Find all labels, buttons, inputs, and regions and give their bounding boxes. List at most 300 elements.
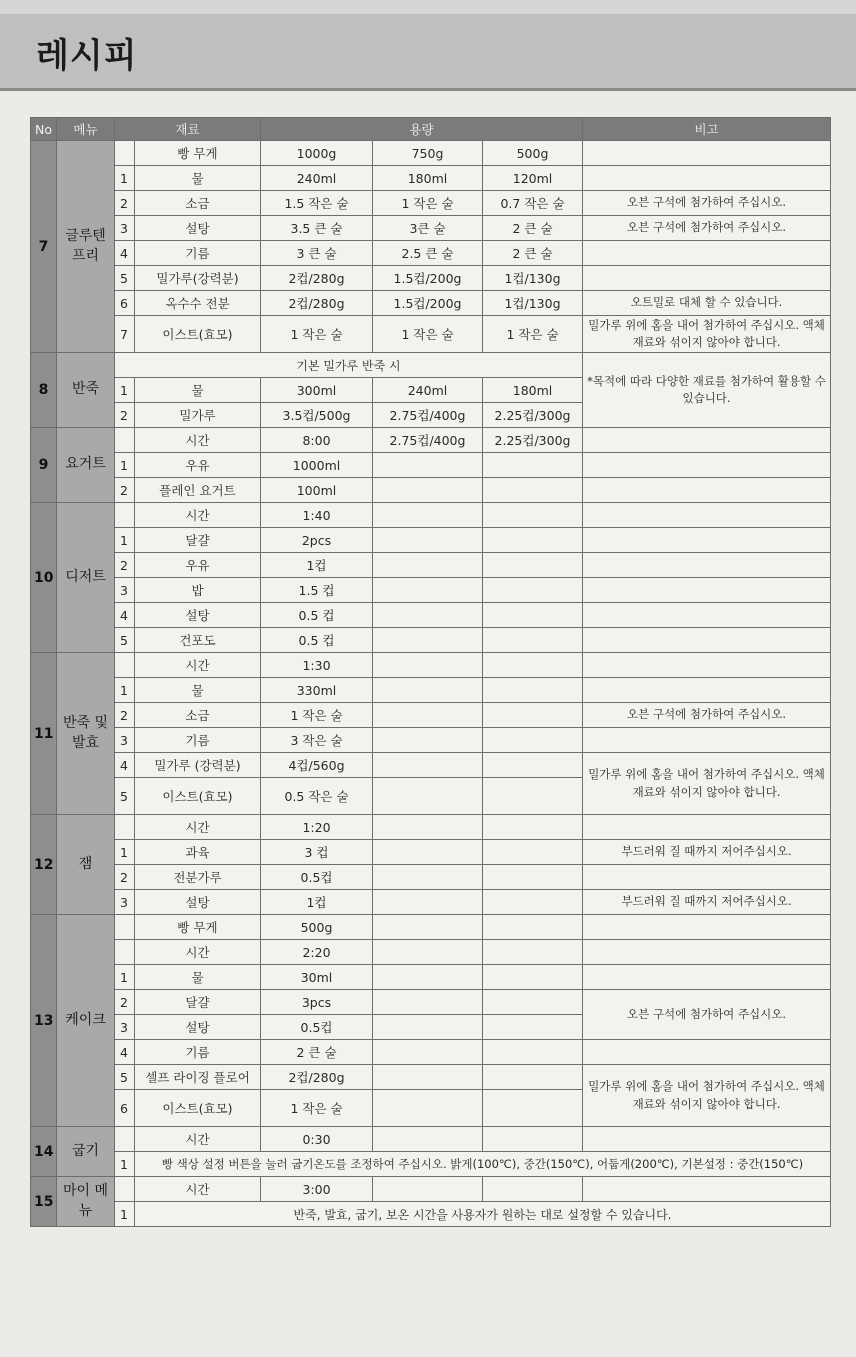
table-row [31,1065,831,1090]
table-row [31,603,831,628]
ingredient-name: 옥수수 전분 [135,291,261,316]
amount-2 [373,753,483,778]
amount-1: 0:30 [261,1127,373,1152]
header-note: 비고 [583,118,831,141]
table-row [31,191,831,216]
amount-2 [373,890,483,915]
menu-name: 디저트 [57,503,115,653]
row-index: 7 [115,316,135,353]
menu-name: 반죽 [57,353,115,428]
amount-2 [373,1015,483,1040]
amount-3 [483,778,583,815]
amount-3 [483,1090,583,1127]
amount-3 [483,728,583,753]
amount-1: 100ml [261,478,373,503]
menu-no: 9 [31,428,57,503]
row-index [115,1127,135,1152]
note [583,865,831,890]
note [583,478,831,503]
amount-1: 1000ml [261,453,373,478]
menu-no: 7 [31,141,57,353]
ingredient-name: 달걀 [135,990,261,1015]
table-row [31,890,831,915]
amount-2: 2.75컵/400g [373,428,483,453]
note: 오븐 구석에 첨가하여 주십시오. [583,216,831,241]
amount-3: 2.25컵/300g [483,403,583,428]
amount-1: 3pcs [261,990,373,1015]
amount-2: 1 작은 술 [373,316,483,353]
note [583,1177,831,1202]
amount-1: 2컵/280g [261,266,373,291]
row-index: 2 [115,865,135,890]
ingredient-name: 물 [135,166,261,191]
amount-1: 1 작은 술 [261,703,373,728]
menu-no: 8 [31,353,57,428]
ingredient-name: 밥 [135,578,261,603]
row-index: 4 [115,1040,135,1065]
note: 밀가루 위에 홈을 내어 첨가하여 주십시오. 액체 재료와 섞이지 않아야 합니다. [583,1065,831,1127]
note [583,503,831,528]
amount-3 [483,1127,583,1152]
amount-2 [373,553,483,578]
amount-3 [483,915,583,940]
amount-2 [373,453,483,478]
amount-1: 1 작은 술 [261,1090,373,1127]
row-index [115,1177,135,1202]
header-ingredient: 재료 [115,118,261,141]
row-index: 2 [115,478,135,503]
row-index: 1 [115,166,135,191]
row-index [115,940,135,965]
note: 밀가루 위에 홈을 내어 첨가하여 주십시오. 액체 재료와 섞이지 않아야 합니다. [583,753,831,815]
amount-1: 0.5 작은 술 [261,778,373,815]
section-subheader: 기본 밀가루 반죽 시 [115,353,583,378]
row-index [115,653,135,678]
note [583,166,831,191]
ingredient-name: 밀가루 (강력분) [135,753,261,778]
amount-2 [373,578,483,603]
menu-name: 마이 메뉴 [57,1177,115,1227]
amount-2 [373,678,483,703]
ingredient-name: 달걀 [135,528,261,553]
ingredient-name: 밀가루(강력분) [135,266,261,291]
menu-name: 요거트 [57,428,115,503]
amount-3: 2 큰 술 [483,216,583,241]
amount-1: 2컵/280g [261,291,373,316]
amount-2 [373,1065,483,1090]
row-index: 5 [115,1065,135,1090]
row-index: 1 [115,840,135,865]
row-index: 1 [115,453,135,478]
amount-3: 1컵/130g [483,291,583,316]
amount-1: 0.5 컵 [261,628,373,653]
table-row [31,1202,831,1227]
note [583,1040,831,1065]
row-index: 1 [115,965,135,990]
amount-1: 30ml [261,965,373,990]
note: 부드러워 질 때까지 저어주십시오. [583,840,831,865]
row-index: 2 [115,990,135,1015]
amount-1: 3:00 [261,1177,373,1202]
note [583,728,831,753]
note [583,428,831,453]
row-index: 5 [115,628,135,653]
ingredient-name: 물 [135,678,261,703]
amount-1: 3 컵 [261,840,373,865]
amount-3: 1 작은 술 [483,316,583,353]
amount-2 [373,1177,483,1202]
note: *목적에 따라 다양한 재료를 첨가하여 활용할 수 있습니다. [583,353,831,428]
note [583,241,831,266]
table-row [31,316,831,353]
note [583,815,831,840]
ingredient-name: 시간 [135,940,261,965]
amount-1: 4컵/560g [261,753,373,778]
amount-2 [373,628,483,653]
row-index: 6 [115,291,135,316]
row-index: 1 [115,378,135,403]
note [583,653,831,678]
amount-1: 1컵 [261,890,373,915]
note [583,1127,831,1152]
amount-3 [483,653,583,678]
table-row [31,291,831,316]
amount-1: 3 큰 술 [261,241,373,266]
amount-3: 500g [483,141,583,166]
table-row [31,453,831,478]
table-row [31,578,831,603]
table-row [31,428,831,453]
header-strip [0,0,856,14]
menu-no: 15 [31,1177,57,1227]
amount-3 [483,990,583,1015]
amount-2: 750g [373,141,483,166]
amount-1: 3.5컵/500g [261,403,373,428]
ingredient-name: 시간 [135,1177,261,1202]
table-row [31,628,831,653]
row-index [115,815,135,840]
amount-3 [483,578,583,603]
amount-3: 2 큰 술 [483,241,583,266]
table-row [31,353,831,378]
table-row [31,1127,831,1152]
amount-1: 1000g [261,141,373,166]
note [583,940,831,965]
amount-3 [483,453,583,478]
amount-1: 330ml [261,678,373,703]
amount-3 [483,940,583,965]
table-row [31,528,831,553]
note: 오븐 구석에 첨가하여 주십시오. [583,191,831,216]
amount-3 [483,1040,583,1065]
amount-2 [373,603,483,628]
amount-2 [373,728,483,753]
table-row [31,915,831,940]
amount-3 [483,965,583,990]
header-no: No [31,118,57,141]
ingredient-name: 기름 [135,241,261,266]
amount-3 [483,528,583,553]
header-amount: 용량 [261,118,583,141]
table-row [31,728,831,753]
amount-1: 1:30 [261,653,373,678]
note: 부드러워 질 때까지 저어주십시오. [583,890,831,915]
amount-1: 2컵/280g [261,1065,373,1090]
row-index: 4 [115,603,135,628]
note [583,141,831,166]
amount-3 [483,553,583,578]
menu-name: 반죽 및 발효 [57,653,115,815]
ingredient-name: 밀가루 [135,403,261,428]
menu-name: 글루텐 프리 [57,141,115,353]
amount-1: 0.5컵 [261,865,373,890]
amount-1: 0.5 컵 [261,603,373,628]
note: 오븐 구석에 첨가하여 주십시오. [583,990,831,1040]
row-index [115,141,135,166]
note [583,453,831,478]
amount-1: 1:40 [261,503,373,528]
ingredient-name: 이스트(효모) [135,316,261,353]
row-index: 2 [115,703,135,728]
menu-name: 굽기 [57,1127,115,1177]
note [583,915,831,940]
ingredient-name: 시간 [135,1127,261,1152]
ingredient-name: 소금 [135,191,261,216]
table-header-row [31,118,831,141]
ingredient-name: 우유 [135,553,261,578]
amount-1: 1컵 [261,553,373,578]
amount-2 [373,1090,483,1127]
amount-2: 2.5 큰 술 [373,241,483,266]
row-index: 1 [115,528,135,553]
amount-3 [483,1065,583,1090]
amount-2: 1.5컵/200g [373,266,483,291]
row-index: 2 [115,191,135,216]
amount-2 [373,703,483,728]
ingredient-name: 시간 [135,653,261,678]
table-row [31,865,831,890]
note: 밀가루 위에 홈을 내어 첨가하여 주십시오. 액체 재료와 섞이지 않아야 합니다. [583,316,831,353]
note [583,628,831,653]
row-index: 5 [115,266,135,291]
row-index: 4 [115,753,135,778]
amount-3 [483,840,583,865]
amount-1: 1.5 컵 [261,578,373,603]
table-row [31,503,831,528]
amount-2 [373,840,483,865]
row-index: 1 [115,1202,135,1227]
amount-2 [373,865,483,890]
table-row [31,266,831,291]
page-title: 레시피 [36,36,138,76]
note: 오븐 구석에 첨가하여 주십시오. [583,703,831,728]
amount-3 [483,478,583,503]
amount-2 [373,653,483,678]
amount-3: 120ml [483,166,583,191]
menu-no: 12 [31,815,57,915]
row-index: 2 [115,553,135,578]
row-index [115,428,135,453]
amount-2 [373,478,483,503]
row-index: 2 [115,403,135,428]
ingredient-name: 설탕 [135,216,261,241]
ingredient-name: 물 [135,378,261,403]
amount-1: 300ml [261,378,373,403]
note [583,603,831,628]
note [583,528,831,553]
amount-2 [373,1040,483,1065]
note [583,965,831,990]
row-index: 1 [115,1152,135,1177]
amount-3: 1컵/130g [483,266,583,291]
ingredient-name: 이스트(효모) [135,778,261,815]
table-row [31,166,831,191]
ingredient-name: 전분가루 [135,865,261,890]
table-row [31,965,831,990]
note [583,266,831,291]
amount-1: 2pcs [261,528,373,553]
amount-1: 2:20 [261,940,373,965]
amount-2 [373,815,483,840]
table-row [31,940,831,965]
menu-name: 케이크 [57,915,115,1127]
amount-3 [483,890,583,915]
row-index: 1 [115,678,135,703]
amount-1: 240ml [261,166,373,191]
amount-2 [373,528,483,553]
amount-3 [483,753,583,778]
ingredient-name: 기름 [135,1040,261,1065]
amount-2: 1.5컵/200g [373,291,483,316]
amount-3: 180ml [483,378,583,403]
amount-1: 8:00 [261,428,373,453]
row-index: 3 [115,890,135,915]
ingredient-name: 과육 [135,840,261,865]
instruction-text: 빵 색상 설정 버튼을 눌러 굽기온도를 조정하여 주십시오. 밝게(100℃), 중간(150℃), 어둡게(200℃), 기본설정 : 중간(150℃) [135,1152,831,1177]
table-row [31,216,831,241]
row-index: 3 [115,578,135,603]
amount-1: 500g [261,915,373,940]
amount-3 [483,703,583,728]
menu-no: 14 [31,1127,57,1177]
amount-3 [483,815,583,840]
amount-3: 0.7 작은 술 [483,191,583,216]
header-menu: 메뉴 [57,118,115,141]
amount-1: 3 작은 술 [261,728,373,753]
ingredient-name: 기름 [135,728,261,753]
amount-3 [483,603,583,628]
amount-1: 0.5컵 [261,1015,373,1040]
ingredient-name: 시간 [135,503,261,528]
table-row [31,990,831,1015]
amount-1: 3.5 큰 술 [261,216,373,241]
row-index: 3 [115,216,135,241]
amount-3 [483,1015,583,1040]
recipe-table [30,117,831,1227]
amount-3 [483,1177,583,1202]
amount-1: 2 큰 술 [261,1040,373,1065]
row-index [115,503,135,528]
header-bar [0,0,856,91]
table-row [31,840,831,865]
row-index [115,915,135,940]
recipe-table-wrap [30,117,830,1227]
ingredient-name: 건포도 [135,628,261,653]
ingredient-name: 소금 [135,703,261,728]
amount-2 [373,778,483,815]
amount-3 [483,628,583,653]
table-row [31,1152,831,1177]
ingredient-name: 시간 [135,428,261,453]
ingredient-name: 시간 [135,815,261,840]
table-row [31,653,831,678]
amount-3: 2.25컵/300g [483,428,583,453]
amount-3 [483,678,583,703]
ingredient-name: 빵 무게 [135,915,261,940]
ingredient-name: 플레인 요거트 [135,478,261,503]
amount-3 [483,865,583,890]
table-row [31,1040,831,1065]
amount-2: 3큰 술 [373,216,483,241]
row-index: 3 [115,1015,135,1040]
amount-3 [483,503,583,528]
instruction-text: 반죽, 발효, 굽기, 보온 시간을 사용자가 원하는 대로 설정할 수 있습니다. [135,1202,831,1227]
note [583,578,831,603]
ingredient-name: 설탕 [135,603,261,628]
menu-no: 11 [31,653,57,815]
table-row [31,678,831,703]
amount-1: 1:20 [261,815,373,840]
ingredient-name: 이스트(효모) [135,1090,261,1127]
amount-2 [373,990,483,1015]
table-row [31,1177,831,1202]
table-row [31,478,831,503]
ingredient-name: 설탕 [135,1015,261,1040]
ingredient-name: 빵 무게 [135,141,261,166]
amount-2 [373,915,483,940]
amount-2: 240ml [373,378,483,403]
table-row [31,815,831,840]
amount-2 [373,940,483,965]
table-row [31,141,831,166]
ingredient-name: 물 [135,965,261,990]
menu-no: 13 [31,915,57,1127]
amount-1: 1 작은 술 [261,316,373,353]
note: 오트밀로 대체 할 수 있습니다. [583,291,831,316]
menu-name: 잼 [57,815,115,915]
table-row [31,553,831,578]
ingredient-name: 우유 [135,453,261,478]
amount-2 [373,503,483,528]
note [583,678,831,703]
ingredient-name: 셀프 라이징 플로어 [135,1065,261,1090]
amount-2 [373,1127,483,1152]
amount-2: 2.75컵/400g [373,403,483,428]
table-row [31,703,831,728]
ingredient-name: 설탕 [135,890,261,915]
table-row [31,753,831,778]
row-index: 6 [115,1090,135,1127]
note [583,553,831,578]
menu-no: 10 [31,503,57,653]
amount-1: 1.5 작은 술 [261,191,373,216]
amount-2: 180ml [373,166,483,191]
amount-2: 1 작은 술 [373,191,483,216]
row-index: 4 [115,241,135,266]
table-row [31,241,831,266]
amount-2 [373,965,483,990]
row-index: 3 [115,728,135,753]
